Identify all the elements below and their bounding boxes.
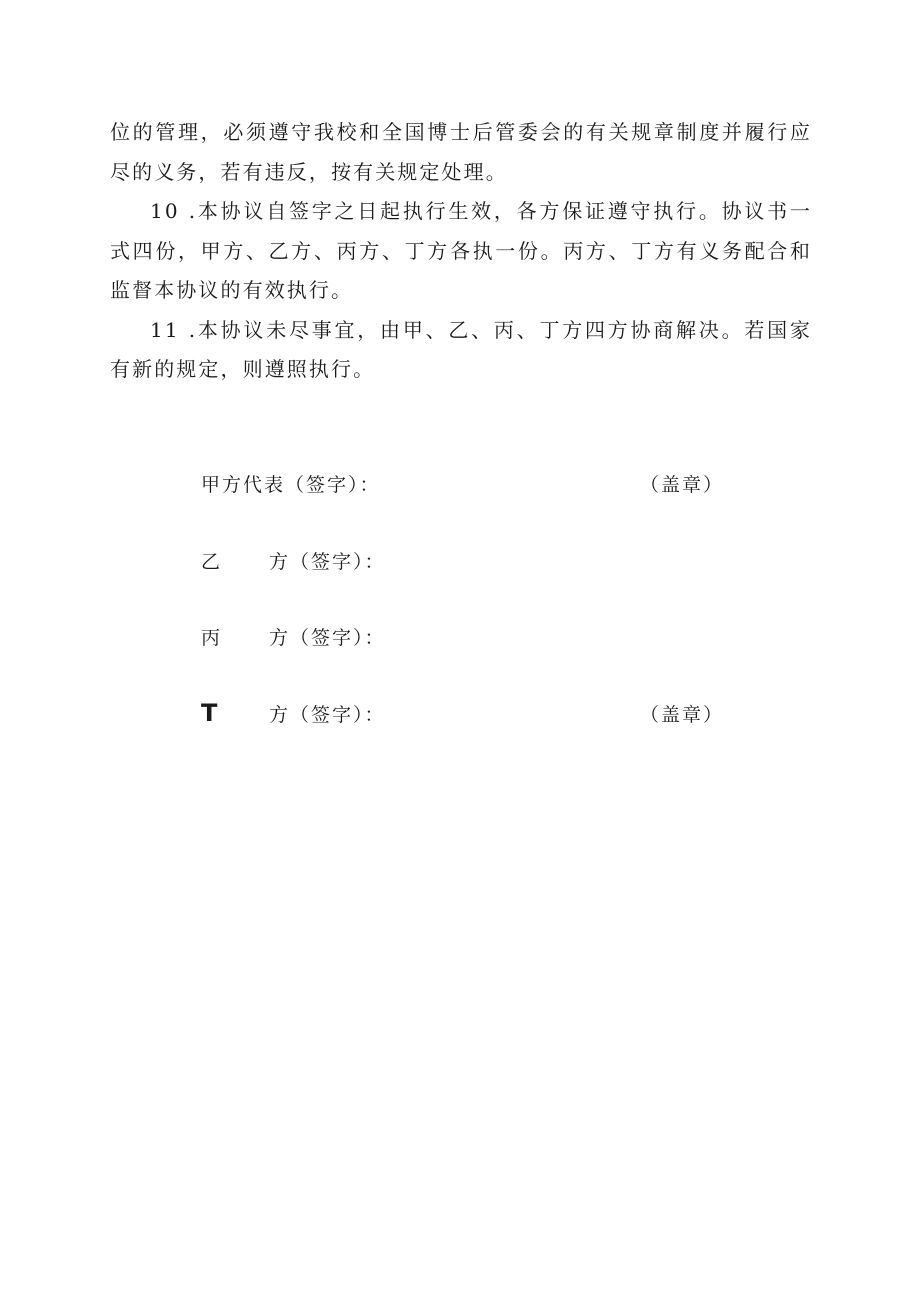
party-c-signature-label: 方（签字）： [269, 627, 386, 649]
paragraph-continuation: 位的管理，必须遵守我校和全国博士后管委会的有关规章制度并履行应尽的义务，若有违反，按有关规定处理。 [110, 120, 812, 184]
party-c-name: 丙 [201, 627, 223, 649]
party-d-name: T [201, 699, 220, 727]
paragraph-clause-10: 10 .本协议自签字之日起执行生效，各方保证遵守执行。协议书一式四份，甲方、乙方、丙方、丁方各执一份。丙方、丁方有义务配合和监督本协议的有效执行。 [110, 199, 812, 302]
party-a-signature-label: 甲方代表（签字）： [201, 474, 381, 496]
party-b-name: 乙 [201, 551, 223, 573]
party-d-seal-note: （盖章） [640, 704, 725, 726]
signature-row-party-b [0, 547, 920, 577]
paragraph-clause-11: 11 .本协议未尽事宜，由甲、乙、丙、丁方四方协商解决。若国家有新的规定，则遵照执行。 [110, 317, 812, 381]
signature-row-party-c [0, 623, 920, 653]
signature-row-party-a [0, 470, 920, 500]
signature-row-party-d [0, 700, 920, 730]
agreement-body [110, 113, 812, 390]
party-d-signature-label: 方（签字）： [269, 704, 386, 726]
party-b-signature-label: 方（签字）： [269, 551, 386, 573]
party-a-seal-note: （盖章） [640, 474, 725, 496]
